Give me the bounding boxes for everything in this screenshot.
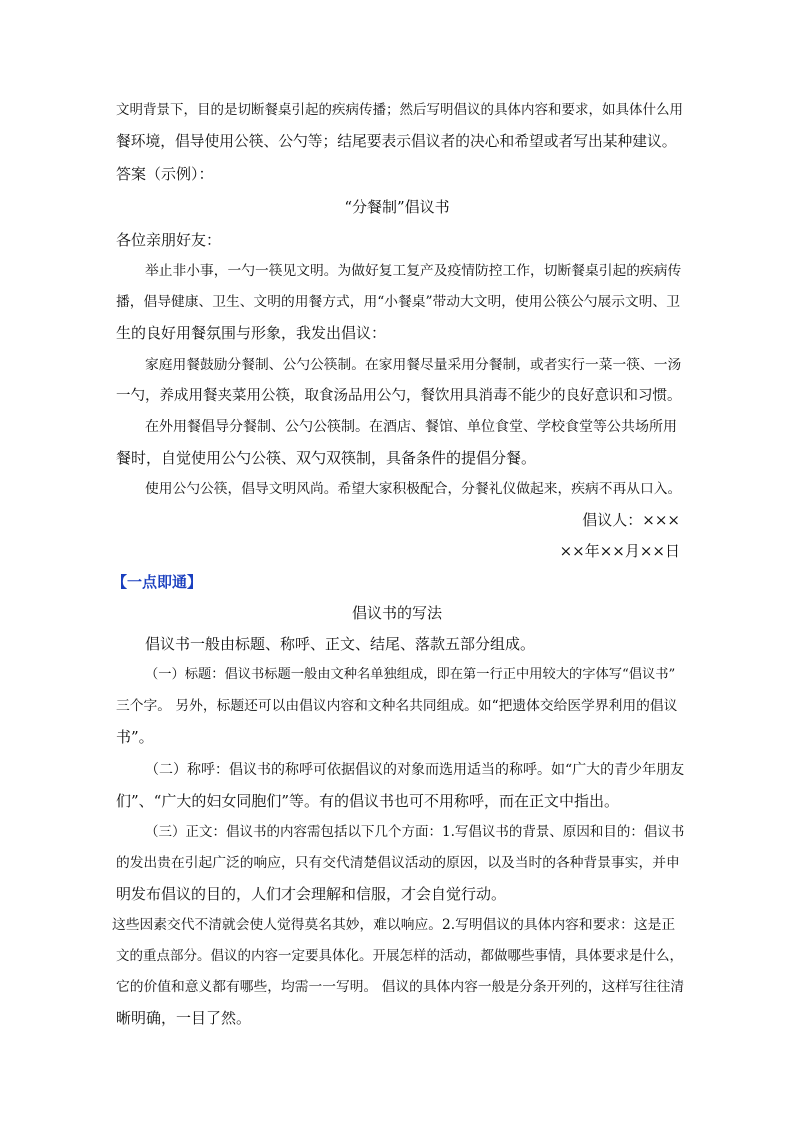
tip-s3-line-3: 明发布倡议的目的，人们才会理解和信服，才会自觉行动。 <box>116 885 507 903</box>
letter-p4-line-1: 使用公勺公筷，倡导文明风尚。希望大家积极配合，分餐礼仪做起来，疾病不再从口入。 <box>145 481 682 497</box>
letter-p3-line-2: 餐时，自觉使用公勺公筷、双勺双筷制，具备条件的提倡分餐。 <box>116 449 537 467</box>
tip-s3-line-1: （三）正文：倡议书的内容需包括以下几个方面：1.写倡议书的背景、原因和目的：倡议书 <box>145 824 685 840</box>
tip-s3-line-6: 它的价值和意义都有哪些，均需一一写明。 倡议的具体内容一般是分条开列的，这样写往往清 <box>116 979 685 995</box>
letter-p3-line-1: 在外用餐倡导分餐制、公勺公筷制。在酒店、餐馆、单位食堂、学校食堂等公共场所用 <box>145 419 677 435</box>
tip-s1-line-1: （一）标题：倡议书标题一般由文种名单独组成，即在第一行正中用较大的字体写“倡议书” <box>145 667 676 682</box>
letter-date: ××年××月××日 <box>559 542 680 560</box>
tip-title: 倡议书的写法 <box>351 604 442 622</box>
letter-p2-line-2: 一勺，养成用餐夹菜用公筷，取食汤品用公勺，餐饮用具消毒不能少的良好意识和习惯。 <box>116 388 682 404</box>
tip-lead: 倡议书一般由标题、称呼、正文、结尾、落款五部分组成。 <box>145 635 536 653</box>
letter-p1-line-2: 播，倡导健康、卫生、文明的用餐方式，用“小餐桌”带动大文明，使用公筷公勺展示文明、卫 <box>116 294 681 310</box>
letter-p1-line-1: 举止非小事，一勺一筷见文明。为做好复工复产及疫情防控工作，切断餐桌引起的疾病传 <box>145 263 682 279</box>
tip-s3-line-2: 的发出贵在引起广泛的响应，只有交代清楚倡议活动的原因，以及当时的各种背景事实，并申 <box>116 855 680 871</box>
letter-signer: 倡议人：××× <box>582 511 680 529</box>
tip-s1-line-2: 三个字。 另外，标题还可以由倡议内容和文种名共同组成。如“把遗体交给医学界利用的倡议 <box>116 698 678 714</box>
letter-title: “分餐制”倡议书 <box>344 198 450 216</box>
tip-s2-line-2: 们”、“广大的妇女同胞们”等。有的倡议书也可不用称呼，而在正文中指出。 <box>116 792 620 810</box>
letter-p2-line-1: 家庭用餐鼓励分餐制、公勺公筷制。在家用餐尽量采用分餐制，或者实行一菜一筷、一汤 <box>145 357 682 373</box>
tip-s3-line-5: 文的重点部分。倡议的内容一定要具体化。开展怎样的活动，都做哪些事情，具体要求是什么， <box>116 948 683 964</box>
tip-s3-line-7: 晰明确，一目了然。 <box>116 1009 252 1027</box>
intro-line-1: 文明背景下，目的是切断餐桌引起的疾病传播；然后写明倡议的具体内容和要求，如具体什么用 <box>116 102 683 118</box>
letter-salutation: 各位亲朋好友： <box>116 231 222 249</box>
tip-s2-line-1: （二）称呼：倡议书的称呼可依据倡议的对象而选用适当的称呼。如“广大的青少年朋友 <box>145 762 685 778</box>
intro-line-2: 餐环境，倡导使用公筷、公勺等；结尾要表示倡议者的决心和希望或者写出某种建议。 <box>116 133 677 150</box>
tip-s1-line-3: 书”。 <box>116 728 154 746</box>
answer-label: 答案（示例）： <box>116 165 214 183</box>
tip-header: 【一点即通】 <box>112 573 203 591</box>
tip-s3-line-4: 这些因素交代不清就会使人觉得莫名其妙，难以响应。2.写明倡议的具体内容和要求：这是正 <box>112 917 676 933</box>
letter-p1-line-3: 生的良好用餐氛围与形象，我发出倡议： <box>116 324 387 342</box>
